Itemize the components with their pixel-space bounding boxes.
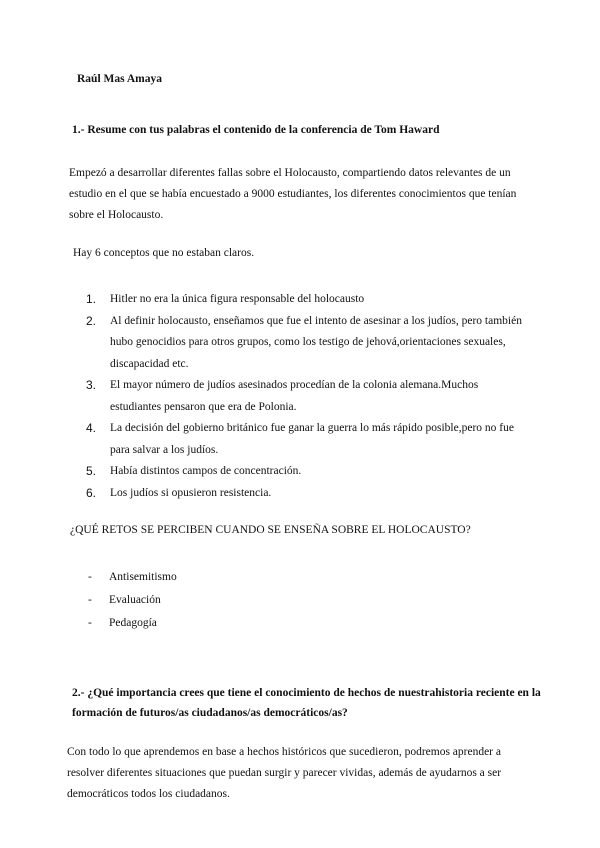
concepts-intro: Hay 6 conceptos que no estaban claros. <box>73 247 255 259</box>
list-item-text: La decisión del gobierno británico fue ganar la guerra lo más rápido posible,pero no fue para salvar a los judíos. <box>110 422 514 456</box>
concepts-list <box>86 289 526 504</box>
list-item-text: Al definir holocausto, enseñamos que fue el intento de asesinar a los judíos, pero también hubo genocidios para otros grupos, como los testigo de jehová,orientaciones sexuales, discapacidad etc. <box>110 314 522 370</box>
list-number: 3. <box>86 378 97 392</box>
list-number: 5. <box>86 464 97 478</box>
dash-bullet: - <box>88 571 92 583</box>
list-item-text: Había distintos campos de concentración. <box>110 465 302 477</box>
dash-bullet: - <box>88 617 92 629</box>
section-2-heading: 2.- ¿Qué importancia crees que tiene el conocimiento de hechos de nuestrahistoria reciente en la formación de futuros/as ciudadanos/as democráticos/as? <box>72 687 541 719</box>
author-name: Raúl Mas Amaya <box>77 73 162 85</box>
section-1-heading: 1.- Resume con tus palabras el contenido de la conferencia de Tom Haward <box>72 124 440 136</box>
section-2-paragraph: Con todo lo que aprendemos en base a hechos históricos que sucedieron, podremos aprender a resolver diferentes situaciones que puedan surgir y parecer vividas, además de ayudarnos a ser democráticos todos los ciudadanos. <box>67 746 502 800</box>
list-item-text: Pedagogía <box>109 617 157 629</box>
challenges-list <box>88 566 177 635</box>
list-item <box>88 612 177 635</box>
list-item <box>86 289 526 311</box>
list-item-text: Los judíos si opusieron resistencia. <box>110 486 272 499</box>
list-item <box>88 566 177 589</box>
list-item <box>86 311 526 376</box>
challenges-question: ¿QUÉ RETOS SE PERCIBEN CUANDO SE ENSEÑA SOBRE EL HOLOCAUSTO? <box>70 524 471 536</box>
list-number: 2. <box>86 313 97 328</box>
list-number: 1. <box>86 292 97 306</box>
list-item-text: El mayor número de judíos asesinados procedían de la colonia alemana.Muchos estudiantes pensaron que era de Polonia. <box>110 379 479 413</box>
list-item <box>86 483 526 505</box>
list-number: 6. <box>86 485 97 500</box>
list-item-text: Evaluación <box>109 594 161 606</box>
list-item <box>86 375 526 418</box>
list-item <box>86 461 526 483</box>
section-1-paragraph: Empezó a desarrollar diferentes fallas sobre el Holocausto, compartiendo datos relevantes de un estudio en el que se había encuestado a 9000 estudiantes, los diferentes conocimientos que tenían sobre el Holocausto. <box>69 167 517 221</box>
list-item <box>86 418 526 461</box>
list-number: 4. <box>86 421 97 435</box>
list-item-text: Antisemitismo <box>109 571 177 583</box>
list-item <box>88 589 177 612</box>
list-item-text: Hitler no era la única figura responsable del holocausto <box>110 293 365 305</box>
dash-bullet: - <box>88 594 92 606</box>
